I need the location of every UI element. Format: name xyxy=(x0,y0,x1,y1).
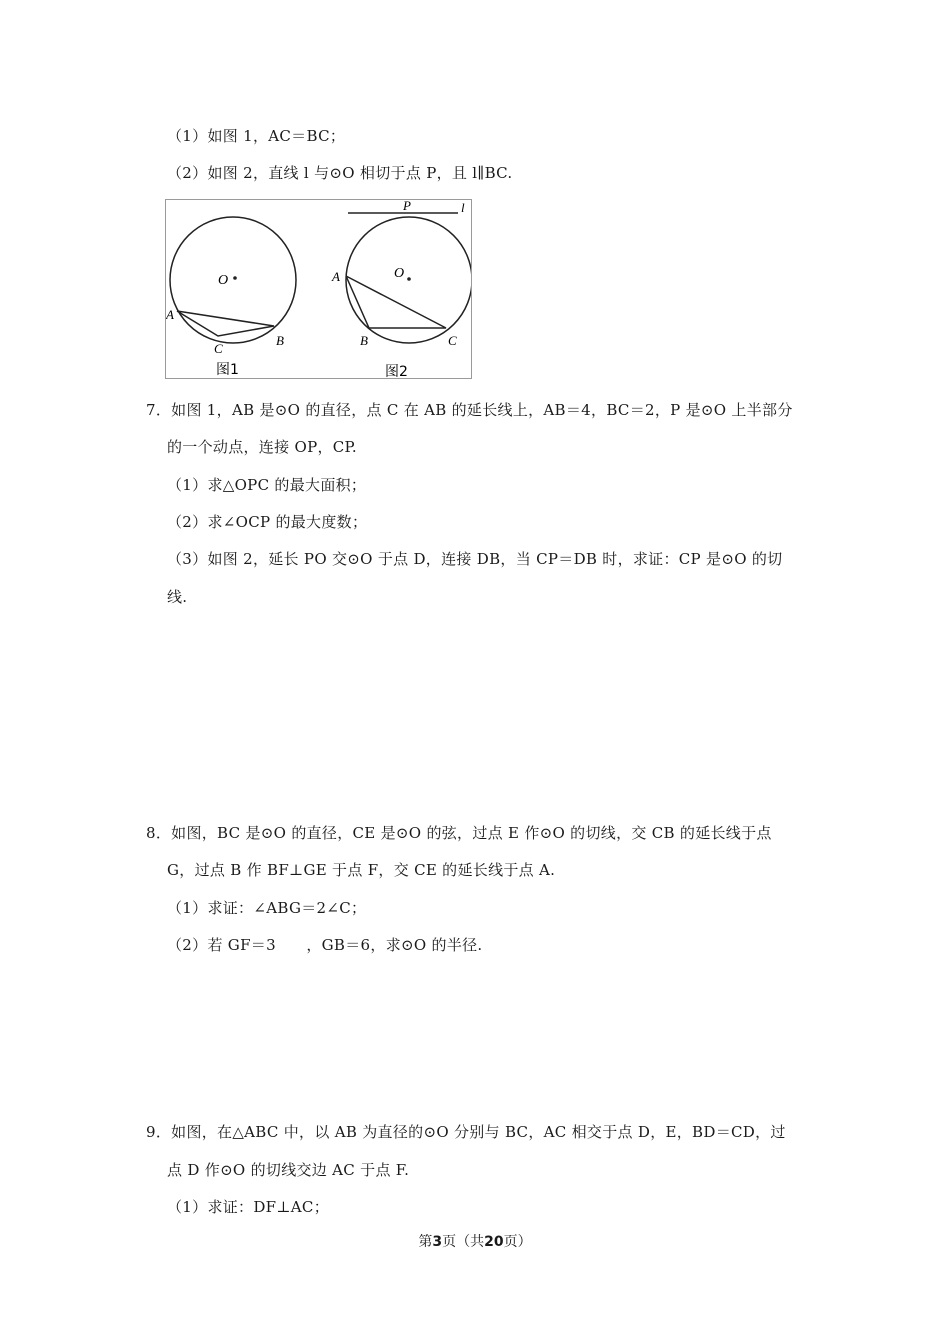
q7-part3-line1: （3）如图 2，延长 PO 交⊙O 于点 D，连接 DB，当 CP＝DB 时，求证：CP 是⊙O 的切 xyxy=(167,550,783,568)
fig2-label-l: l xyxy=(461,200,465,215)
fig1-center-dot xyxy=(233,276,237,280)
fig1-label-B: B xyxy=(276,333,284,348)
fig1-label-A: A xyxy=(166,307,174,322)
fig1-circle xyxy=(170,217,296,343)
q6-part1: （1）如图 1，AC＝BC； xyxy=(167,127,346,145)
fig1-label-O: O xyxy=(218,273,229,288)
q7-part3-line2: 线. xyxy=(167,588,188,606)
q6-part2: （2）如图 2，直线 l 与⊙O 相切于点 P，且 l∥BC. xyxy=(167,164,513,182)
current-page: 3 xyxy=(432,1234,443,1250)
fig1-label-C: C xyxy=(214,341,223,356)
q8-part1: （1）求证：∠ABG＝2∠C； xyxy=(167,899,367,917)
q7-part1: （1）求△OPC 的最大面积； xyxy=(167,476,367,494)
q7-part2: （2）求∠OCP 的最大度数； xyxy=(167,513,368,531)
q9-stem-line1: 9．如图，在△ABC 中，以 AB 为直径的⊙O 分别与 BC，AC 相交于点 D，E，BD＝CD，过 xyxy=(146,1123,786,1141)
q7-stem-line1: 7．如图 1，AB 是⊙O 的直径，点 C 在 AB 的延长线上，AB＝4，BC＝2，P 是⊙O 上半部分 xyxy=(146,401,793,419)
figure-svg xyxy=(166,200,471,378)
fig2-caption: 图2 xyxy=(385,364,408,378)
q7-stem-line2: 的一个动点，连接 OP，CP. xyxy=(167,438,357,456)
fig2-label-P: P xyxy=(403,200,411,213)
q8-stem-line2: G，过点 B 作 BF⊥GE 于点 F，交 CE 的延长线于点 A. xyxy=(167,861,556,879)
q9-part1: （1）求证：DF⊥AC； xyxy=(167,1198,329,1216)
q8-part2: （2）若 GF＝3 ，GB＝6，求⊙O 的半径. xyxy=(167,936,483,954)
fig2-center-dot xyxy=(407,277,411,281)
total-pages: 20 xyxy=(484,1234,504,1250)
q9-stem-line2: 点 D 作⊙O 的切线交边 AC 于点 F. xyxy=(167,1161,410,1179)
fig2-label-O: O xyxy=(394,266,405,281)
fig1-triangle xyxy=(177,311,274,336)
fig1-caption: 图1 xyxy=(216,362,239,378)
q8-stem-line1: 8．如图，BC 是⊙O 的直径，CE 是⊙O 的弦，过点 E 作⊙O 的切线，交 CB 的延长线于点 xyxy=(146,824,772,842)
fig2-label-C: C xyxy=(448,333,457,348)
figure-q6 xyxy=(165,199,472,379)
page-footer: 第3页（共20页） xyxy=(418,1234,532,1250)
fig2-label-B: B xyxy=(360,333,368,348)
fig2-label-A: A xyxy=(332,269,340,284)
